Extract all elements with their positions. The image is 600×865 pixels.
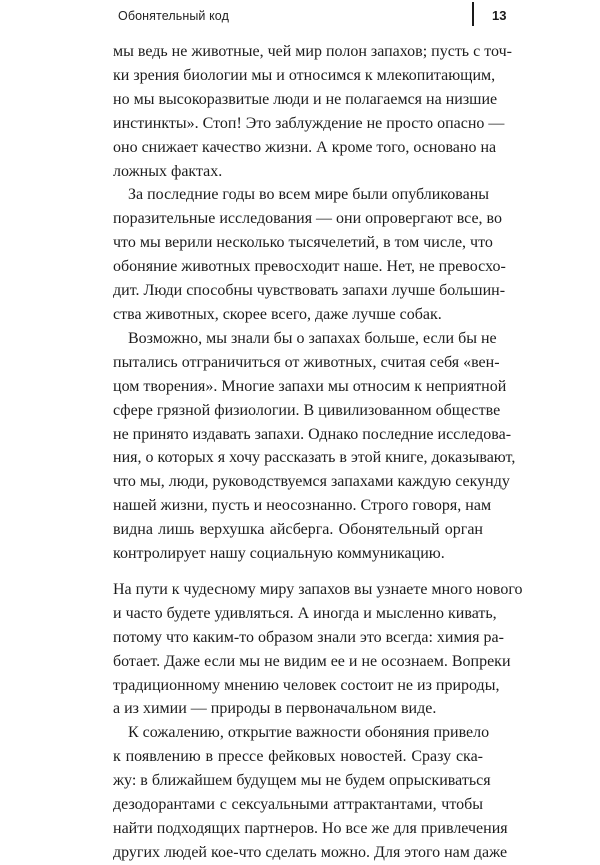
text-line: других людей кое-что сделать можно. Для этого нам даже bbox=[113, 843, 508, 861]
text-line: пытались отграничиться от животных, считая себя «вен- bbox=[113, 353, 500, 371]
text-line: На пути к чудесному миру запахов вы узнаете много нового bbox=[113, 580, 523, 598]
paragraph bbox=[113, 183, 506, 326]
running-head-title: Обонятельный код bbox=[118, 9, 229, 23]
text-line: оно снижает качество жизни. А кроме того, основано на bbox=[113, 138, 497, 156]
text-line: За последние годы во всем мире были опубликованы bbox=[128, 186, 490, 204]
text-line: ства животных, скорее всего, даже лучше собак. bbox=[113, 305, 442, 323]
text-line: ложных фактах. bbox=[113, 162, 223, 180]
text-line: к появлению в прессе фейковых новостей. Сразу ска- bbox=[113, 748, 483, 766]
text-line: сфере грязной физиологии. В цивилизованном обществе bbox=[113, 401, 501, 419]
paragraph bbox=[113, 721, 508, 864]
paragraph bbox=[113, 40, 512, 183]
body-text bbox=[113, 40, 523, 865]
text-line: ния, о которых я хочу рассказать в этой книге, доказывают, bbox=[113, 449, 516, 467]
section-break bbox=[113, 566, 483, 578]
text-line: ботает. Даже если мы не видим ее и не осознаем. Вопреки bbox=[113, 652, 511, 670]
text-line: и часто будете удивляться. А иногда и мысленно кивать, bbox=[113, 604, 497, 622]
text-line: жу: в ближайшем будущем мы не будем опрыскиваться bbox=[113, 772, 491, 790]
text-line: видна лишь верхушка айсберга. Обонятельный орган bbox=[113, 521, 483, 539]
text-line: найти подходящих партнеров. Но все же для привлечения bbox=[113, 820, 508, 837]
text-line: К сожалению, открытие важности обоняния привело bbox=[128, 724, 490, 742]
text-line: поразительные исследования — они опровергают все, во bbox=[113, 210, 502, 228]
text-line: что мы, люди, руководствуемся запахами каждую секунду bbox=[113, 473, 510, 491]
text-line: обоняние животных превосходит наше. Нет, не превосхо- bbox=[113, 258, 506, 276]
paragraph bbox=[113, 327, 516, 566]
text-line: мы ведь не животные, чей мир полон запахов; пусть с точ- bbox=[113, 43, 512, 60]
text-line: дезодорантами с сексуальными аттрактантами, чтобы bbox=[113, 796, 483, 814]
text-line: ки зрения биологии мы и относимся к млекопитающим, bbox=[113, 66, 496, 84]
text-line: традиционному мнению человек состоит не из природы, bbox=[113, 676, 500, 694]
text-line: дит. Люди способны чувствовать запахи лучше большин- bbox=[113, 282, 506, 300]
text-line: Возможно, мы знали бы о запахах больше, если бы не bbox=[128, 329, 497, 347]
text-line: потому что каким-то образом знали это всегда: химия ра- bbox=[113, 628, 504, 646]
text-line: инстинкты». Стоп! Это заблуждение не просто опасно — bbox=[113, 114, 505, 132]
header-divider bbox=[472, 2, 474, 26]
text-line: цом творения». Многие запахи мы относим к неприятной bbox=[113, 377, 507, 395]
paragraph bbox=[113, 578, 523, 721]
text-line: нашей жизни, пусть и неосознанно. Строго говоря, нам bbox=[113, 497, 492, 515]
text-line: контролирует нашу социальную коммуникацию. bbox=[113, 545, 445, 563]
text-line: что мы верили несколько тысячелетий, в том числе, что bbox=[113, 234, 493, 252]
text-line: не принято издавать запахи. Однако последние исследова- bbox=[113, 425, 512, 443]
page-number: 13 bbox=[492, 8, 507, 23]
text-line: но мы высокоразвитые люди и не полагаемся на низшие bbox=[113, 90, 498, 108]
text-line: а из химии — природы в первоначальном виде. bbox=[113, 700, 437, 718]
